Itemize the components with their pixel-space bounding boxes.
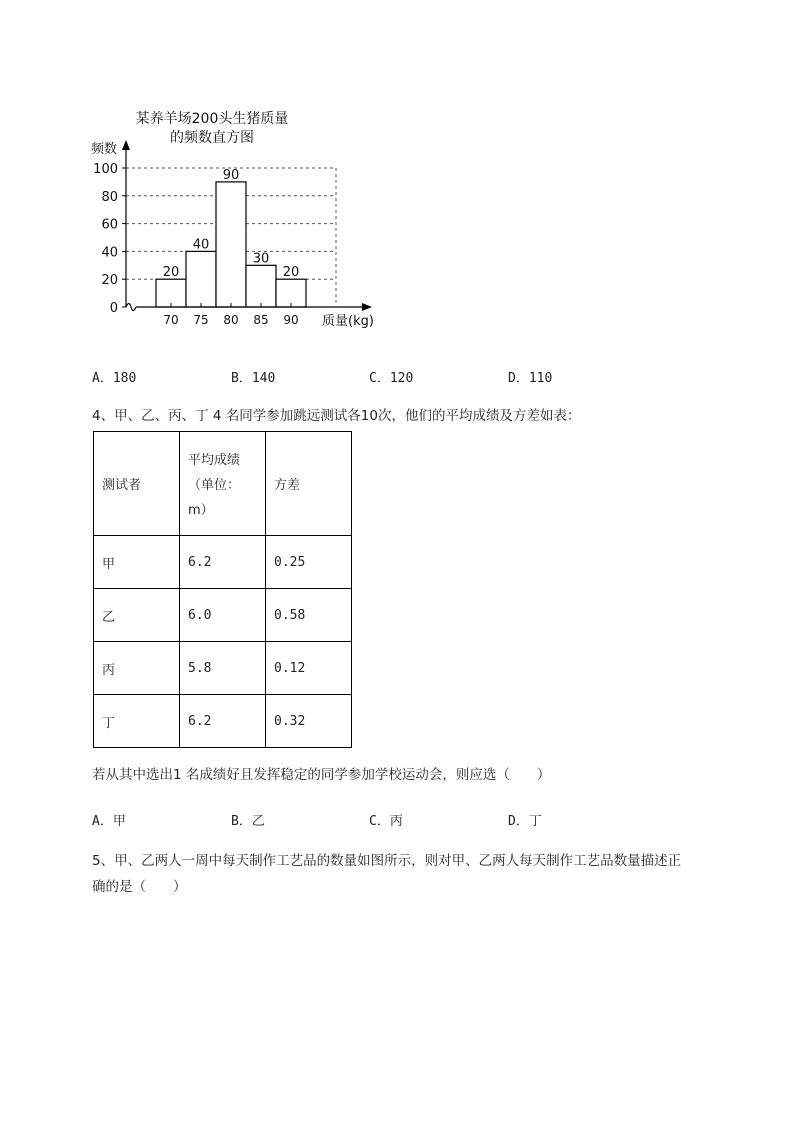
- cell-name: 丙: [94, 642, 180, 695]
- q5-stem-line1: 5、甲、乙两人一周中每天制作工艺品的数量如图所示，则对甲、乙两人每天制作工艺品数量描述正: [92, 853, 682, 869]
- chart-title-line1: 某养羊场200头生猪质量: [135, 111, 289, 127]
- q3-option-b[interactable]: B．140: [231, 371, 276, 386]
- y-tick-label: 40: [101, 245, 118, 261]
- cell-variance: 0.32: [266, 695, 352, 748]
- y-axis-label: 频数: [91, 142, 118, 157]
- header-average-line2: （单位：: [188, 478, 241, 493]
- bar-value-label: 40: [192, 237, 210, 253]
- table-row: [94, 589, 352, 642]
- bar-value-label: 30: [252, 251, 270, 267]
- q4-option-d[interactable]: D．丁: [508, 814, 542, 829]
- q3-option-c[interactable]: C．120: [369, 371, 414, 386]
- cell-average: 6.0: [180, 589, 266, 642]
- cell-name: 丁: [94, 695, 180, 748]
- y-tick-label: 80: [101, 189, 118, 205]
- cell-variance: 0.58: [266, 589, 352, 642]
- q3-option-d[interactable]: D．110: [508, 371, 553, 386]
- bar-value-label: 20: [282, 265, 300, 281]
- x-tick-label: 85: [253, 313, 269, 327]
- x-tick-label: 70: [163, 313, 179, 327]
- header-average: [180, 432, 266, 536]
- cell-name: 甲: [94, 536, 180, 589]
- table-row: [94, 695, 352, 748]
- cell-average: 6.2: [180, 695, 266, 748]
- cell-variance: 0.12: [266, 642, 352, 695]
- cell-name: 乙: [94, 589, 180, 642]
- x-tick-label: 75: [193, 313, 209, 327]
- bar-value-label: 20: [162, 265, 180, 281]
- histogram-bar: [246, 265, 276, 307]
- y-tick-label: 0: [109, 301, 118, 316]
- x-tick-label: 90: [283, 313, 299, 327]
- table-row: [94, 642, 352, 695]
- y-tick-label: 60: [101, 217, 118, 233]
- score-table: [93, 431, 352, 748]
- cell-variance: 0.25: [266, 536, 352, 589]
- x-tick-label: 80: [223, 313, 239, 327]
- histogram-bar: [276, 279, 306, 307]
- y-tick-label: 20: [101, 273, 118, 289]
- frequency-histogram: [91, 100, 400, 335]
- histogram-bar: [156, 279, 186, 307]
- q4-stem: 4、甲、乙、丙、丁 4 名同学参加跳远测试各10次，他们的平均成绩及方差如表：: [92, 408, 581, 424]
- header-average-line1: 平均成绩: [188, 453, 241, 468]
- header-average-line3: m）: [188, 503, 214, 518]
- q4-option-b[interactable]: B．乙: [231, 814, 265, 829]
- bar-value-label: 90: [222, 167, 240, 183]
- table-row: [94, 536, 352, 589]
- q4-option-c[interactable]: C．丙: [369, 814, 403, 829]
- header-variance: 方差: [266, 432, 352, 536]
- histogram-bar: [186, 251, 216, 307]
- q4-option-a[interactable]: A．甲: [92, 814, 126, 829]
- chart-title-line2: 的频数直方图: [170, 130, 254, 146]
- cell-average: 5.8: [180, 642, 266, 695]
- q5-stem-line2: 确的是（ ）: [92, 879, 187, 895]
- q4-question: 若从其中选出1 名成绩好且发挥稳定的同学参加学校运动会，则应选（ ）: [92, 767, 551, 783]
- q3-option-a[interactable]: A．180: [92, 371, 137, 386]
- x-axis-arrow: [362, 303, 372, 311]
- histogram-bar: [216, 182, 246, 307]
- axis-break-mark: [126, 304, 136, 311]
- x-axis-label: 质量(kg): [322, 314, 374, 329]
- cell-average: 6.2: [180, 536, 266, 589]
- y-axis-arrow: [122, 140, 130, 150]
- y-tick-label: 100: [93, 162, 118, 177]
- header-tester: 测试者: [94, 432, 180, 536]
